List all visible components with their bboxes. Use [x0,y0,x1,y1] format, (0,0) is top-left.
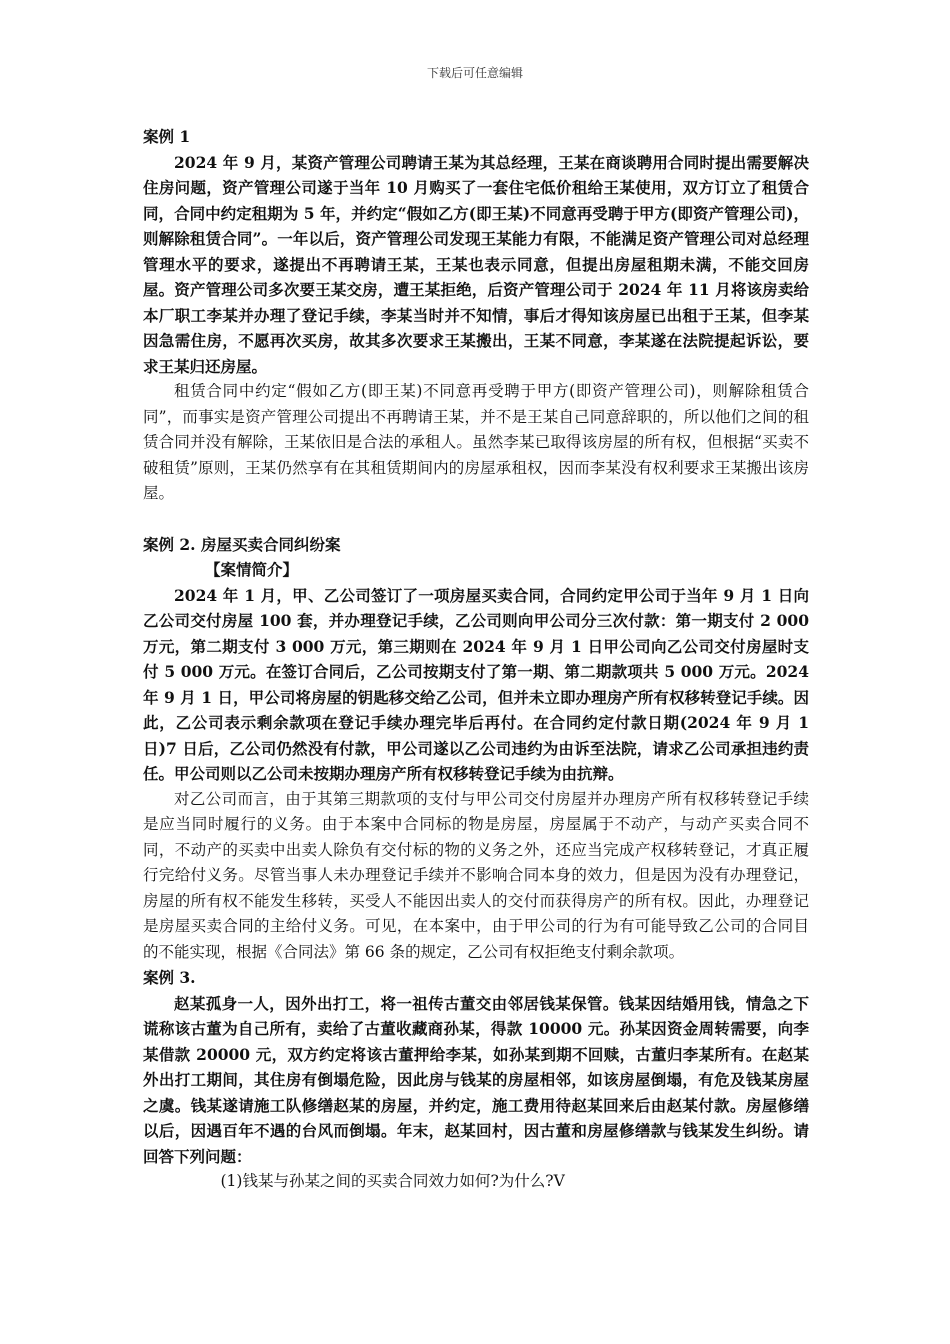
case1-facts: 2024 年 9 月，某资产管理公司聘请王某为其总经理，王某在商谈聘用合同时提出需要解决住房问题，资产管理公司遂于当年 10 月购买了一套住宅低价租给王某使用，双方订立了租赁合同，合同中约定租期为 5 年，并约定“假如乙方(即王某)不同意再受聘于甲方(即资产管理公司)，则解除租赁合同”。一年以后，资产管理公司发现王某能力有限，不能满足资产管理公司对总经理管理水平的要求，遂提出不再聘请王某，王某也表示同意，但提出房屋租期未满，不能交回房屋。资产管理公司多次要王某交房，遭王某拒绝，后资产管理公司于 2024 年 11 月将该房卖给本厂职工李某并办理了登记手续，李某当时并不知情，事后才得知该房屋已出租于王某，但李某因急需住房，不愿再次买房，故其多次要求王某搬出，王某不同意，李某遂在法院提起诉讼，要求王某归还房屋。 [143,152,809,376]
case3-question-1: (1)钱某与孙某之间的买卖合同效力如何?为什么?V [220,1172,565,1190]
case2-facts: 2024 年 1 月，甲、乙公司签订了一项房屋买卖合同，合同约定甲公司于当年 9 月 1 日向乙公司交付房屋 100 套，并办理登记手续，乙公司则向甲公司分三次付款：第一期支付 2 000 万元，第二期支付 3 000 万元，第三期则在 2024 年 9 月 1 日甲公司向乙公司交付房屋时支付 5 000 万元。在签订合同后，乙公司按期支付了第一期、第二期款项共 5 000 万元。2024 年 9 月 1 日，甲公司将房屋的钥匙移交给乙公司，但并未立即办理房产所有权移转登记手续。因此，乙公司表示剩余款项在登记手续办理完毕后再付。在合同约定付款日期(2024 年 9 月 1 日)7 日后，乙公司仍然没有付款，甲公司遂以乙公司违约为由诉至法院，请求乙公司承担违约责任。甲公司则以乙公司未按期办理房产所有权移转登记手续为由抗辩。 [143,585,809,783]
case2-title: 案例 2. 房屋买卖合同纠纷案 [143,534,341,554]
case1-analysis: 租赁合同中约定“假如乙方(即王某)不同意再受聘于甲方(即资产管理公司)，则解除租赁合同”，而事实是资产管理公司提出不再聘请王某，并不是王某自己同意辞职的，所以他们之间的租赁合同并没有解除，王某依旧是合法的承租人。虽然李某已取得该房屋的所有权，但根据“买卖不破租赁”原则，王某仍然享有在其租赁期间内的房屋承租权，因而李某没有权利要求王某搬出该房屋。 [143,382,809,502]
page-header: 下载后可任意编辑 [426,66,523,80]
spacer [143,507,809,532]
case1-title: 案例 1 [143,127,191,146]
case3-title: 案例 3. [143,968,196,987]
case2-analysis: 对乙公司而言，由于其第三期款项的支付与甲公司交付房屋并办理房产所有权移转登记手续是应当同时履行的义务。由于本案中合同标的物是房屋，房屋属于不动产，与动产买卖合同不同，不动产的买卖中出卖人除负有交付标的物的义务之外，还应当完成产权移转登记，才真正履行完给付义务。尽管当事人未办理登记手续并不影响合同本身的效力，但是因为没有办理登记，房屋的所有权不能发生移转，买受人不能因出卖人的交付而获得房产的所有权。因此，办理登记是房屋买卖合同的主给付义务。可见，在本案中，由于甲公司的行为有可能导致乙公司的合同目的不能实现，根据《合同法》第 66 条的规定，乙公司有权拒绝支付剩余款项。 [143,789,809,961]
document-body [143,124,809,1195]
case3-facts: 赵某孤身一人，因外出打工，将一祖传古董交由邻居钱某保管。钱某因结婚用钱，情急之下谎称该古董为自己所有，卖给了古董收藏商孙某，得款 10000 元。孙某因资金周转需要，向李某借款 20000 元，双方约定将该古董押给李某，如孙某到期不回赎，古董归李某所有。在赵某外出打工期间，其住房有倒塌危险，因此房与钱某的房屋相邻，如该房屋倒塌，有危及钱某房屋之虞。钱某遂请施工队修缮赵某的房屋，并约定，施工费用待赵某回来后由赵某付款。房屋修缮以后，因遇百年不遇的台风而倒塌。年末，赵某回村，因古董和房屋修缮款与钱某发生纠纷。请回答下列问题： [143,993,809,1166]
case2-intro-label: 【案情简介】 [205,560,299,579]
